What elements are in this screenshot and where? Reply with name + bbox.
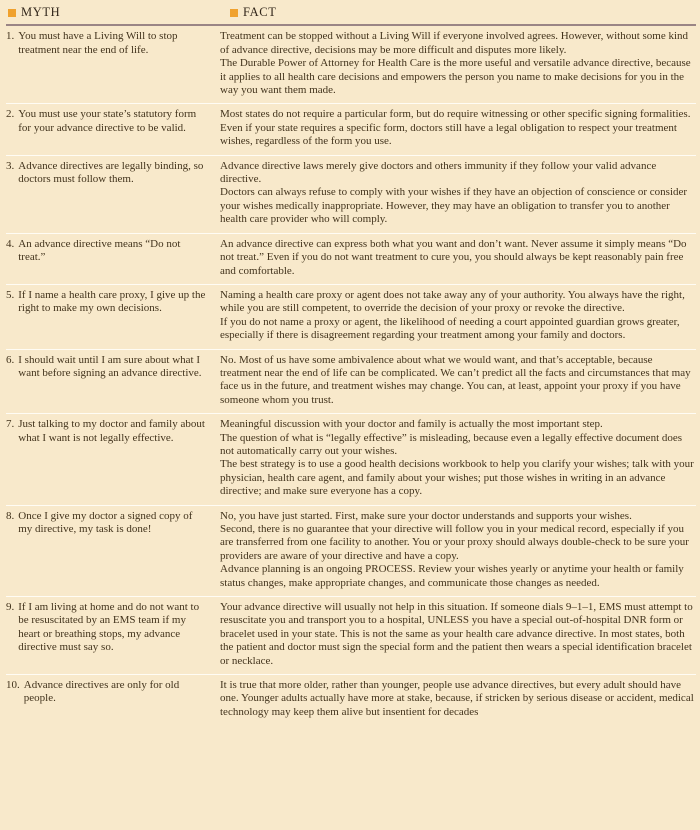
table-row [6,284,696,349]
table-row [6,103,696,154]
table-header [6,4,696,26]
myth-text: If I name a health care proxy, I give up the right to make my own decisions. [18,288,206,315]
fact-cell [220,679,696,719]
fact-paragraph: Advance directive laws merely give doctors and others immunity if they follow your valid advance directive. [220,159,657,186]
myth-text: If I am living at home and do not want to be resuscitated by an EMS team if my heart or breathing stops, my advance directive must say so. [18,601,200,654]
fact-paragraph: Second, there is no guarantee that your directive will follow you in your medical record, especially if you are transferred from one facility to another. You or your proxy should always double-check to be sure your providers are aware of your directive and have a copy. [220,523,689,562]
fact-paragraph: Naming a health care proxy or agent does not take away any of your authority. You always have the right, while you are still competent, to override the decision of your proxy or revoke the directive. [220,288,685,315]
myth-cell [6,30,220,97]
myth-number: 8. [6,509,15,522]
myth-header-label: MYTH [21,5,61,19]
myth-cell [6,238,220,278]
myth-text: Once I give my doctor a signed copy of my directive, my task is done! [18,509,193,535]
myth-cell [6,108,220,148]
myth-number: 7. [6,418,15,431]
fact-paragraph: The best strategy is to use a good health decisions workbook to help you clarify your wishes; talk with your physician, health care agent, and family about your wishes; put those wishes in writing in an advance directive; and make sure everyone has a copy. [220,458,694,498]
table-row [6,155,696,233]
table-row [6,233,696,284]
orange-square-icon [230,9,238,17]
fact-paragraph: Doctors can always refuse to comply with your wishes if they have an objection of conscience or consider your wishes medically inappropriate. However, they may have an obligation to transfer you to another health care provider who will comply. [220,186,688,226]
myth-text: An advance directive means “Do not treat.” [18,237,181,264]
myth-text: Advance directives are legally binding, so doctors must follow them. [18,159,204,186]
fact-header-label: FACT [243,5,277,19]
table-body [6,26,696,725]
fact-cell [220,601,696,668]
table-row [6,349,696,414]
fact-paragraph: It is true that more older, rather than younger, people use advance directives, but every adult should have one. Younger adults actually have more at stake, because, if stricken by serious disease or accident, medical technology may keep them alive but insentient for decades [220,679,694,718]
orange-square-icon [8,9,16,17]
table-row [6,674,696,725]
fact-paragraph: Advance planning is an ongoing PROCESS. Review your wishes yearly or anytime your health or family status changes, make appropriate changes, and communicate those changes as needed. [220,563,684,589]
fact-cell [220,418,696,498]
myth-cell [6,160,220,227]
fact-paragraph: The Durable Power of Attorney for Health Care is the more useful and versatile advance directive, because it applies to all health care decisions and empowers the person you name to make decisions for you in the way you want them made. [220,57,691,97]
myth-number: 3. [6,159,15,172]
fact-paragraph: Your advance directive will usually not help in this situation. If someone dials 9–1–1, EMS must attempt to resuscitate you and transport you to a hospital, UNLESS you have a special out-of-hospital DNR form or bracelet used in your state. This is not the same as your health care advance directive. In most states, both the patient and doctor must sign the special form and the patient then wears a special identification bracelet or necklace. [220,601,693,667]
fact-paragraph: The question of what is “legally effective” is misleading, because even a legally effective document does not automatically carry out your wishes. [220,431,683,457]
myth-number: 1. [6,30,15,43]
myth-number: 4. [6,237,15,250]
myth-number: 6. [6,353,15,366]
myth-number: 10. [6,679,20,692]
myth-cell [6,601,220,668]
myth-number: 5. [6,288,15,301]
myth-number: 9. [6,601,15,614]
fact-paragraph: No, you have just started. First, make sure your doctor understands and supports your wishes. [220,509,632,522]
myth-cell [6,418,220,498]
myth-cell [6,289,220,343]
fact-cell [220,30,696,97]
fact-paragraph: No. Most of us have some ambivalence about what we would want, and that’s acceptable, because treatment near the end of life can be complicated. We can’t predict all the facts and circumstances that may face us in the future, and treatment wishes may change. You can, at least, appoint your proxy if you have someone whom you trust. [220,353,691,406]
myth-cell [6,354,220,408]
myth-text: You must have a Living Will to stop treatment near the end of life. [18,30,178,56]
fact-paragraph: An advance directive can express both what you want and don’t want. Never assume it simply means “Do not treat.” Even if you do not want treatment to cure you, you should always be kept reasonably pain free and comfortable. [220,237,687,277]
myth-column-header [6,6,220,19]
fact-paragraph: Even if your state requires a specific form, doctors still have a legal obligation to respect your treatment wishes, regardless of the form you use. [220,121,677,148]
fact-cell [220,160,696,227]
table-row [6,413,696,504]
myth-cell [6,679,220,719]
myth-text: I should wait until I am sure about what I want before signing an advance directive. [18,353,202,379]
myth-cell [6,510,220,590]
fact-cell [220,289,696,343]
fact-paragraph: If you do not name a proxy or agent, the likelihood of needing a court appointed guardian grows greater, especially if there is disagreement regarding your treatment among your family and doctors. [220,315,680,342]
fact-paragraph: Most states do not require a particular form, but do require witnessing or other specific signing formalities. [220,108,691,121]
fact-cell [220,354,696,408]
fact-cell [220,510,696,590]
myth-text: Just talking to my doctor and family about what I want is not legally effective. [18,418,205,444]
myth-number: 2. [6,108,15,121]
table-row [6,26,696,103]
fact-cell [220,108,696,148]
myth-text: You must use your state’s statutory form for your advance directive to be valid. [18,108,197,134]
fact-cell [220,238,696,278]
fact-paragraph: Treatment can be stopped without a Living Will if everyone involved agrees. However, without some kind of advance directive, decisions may be more difficult and disputes more likely. [220,30,689,56]
myth-text: Advance directives are only for old people. [23,679,180,705]
fact-column-header [220,6,696,19]
fact-paragraph: Meaningful discussion with your doctor and family is actually the most important step. [220,418,603,431]
table-row [6,596,696,674]
table-row [6,505,696,596]
